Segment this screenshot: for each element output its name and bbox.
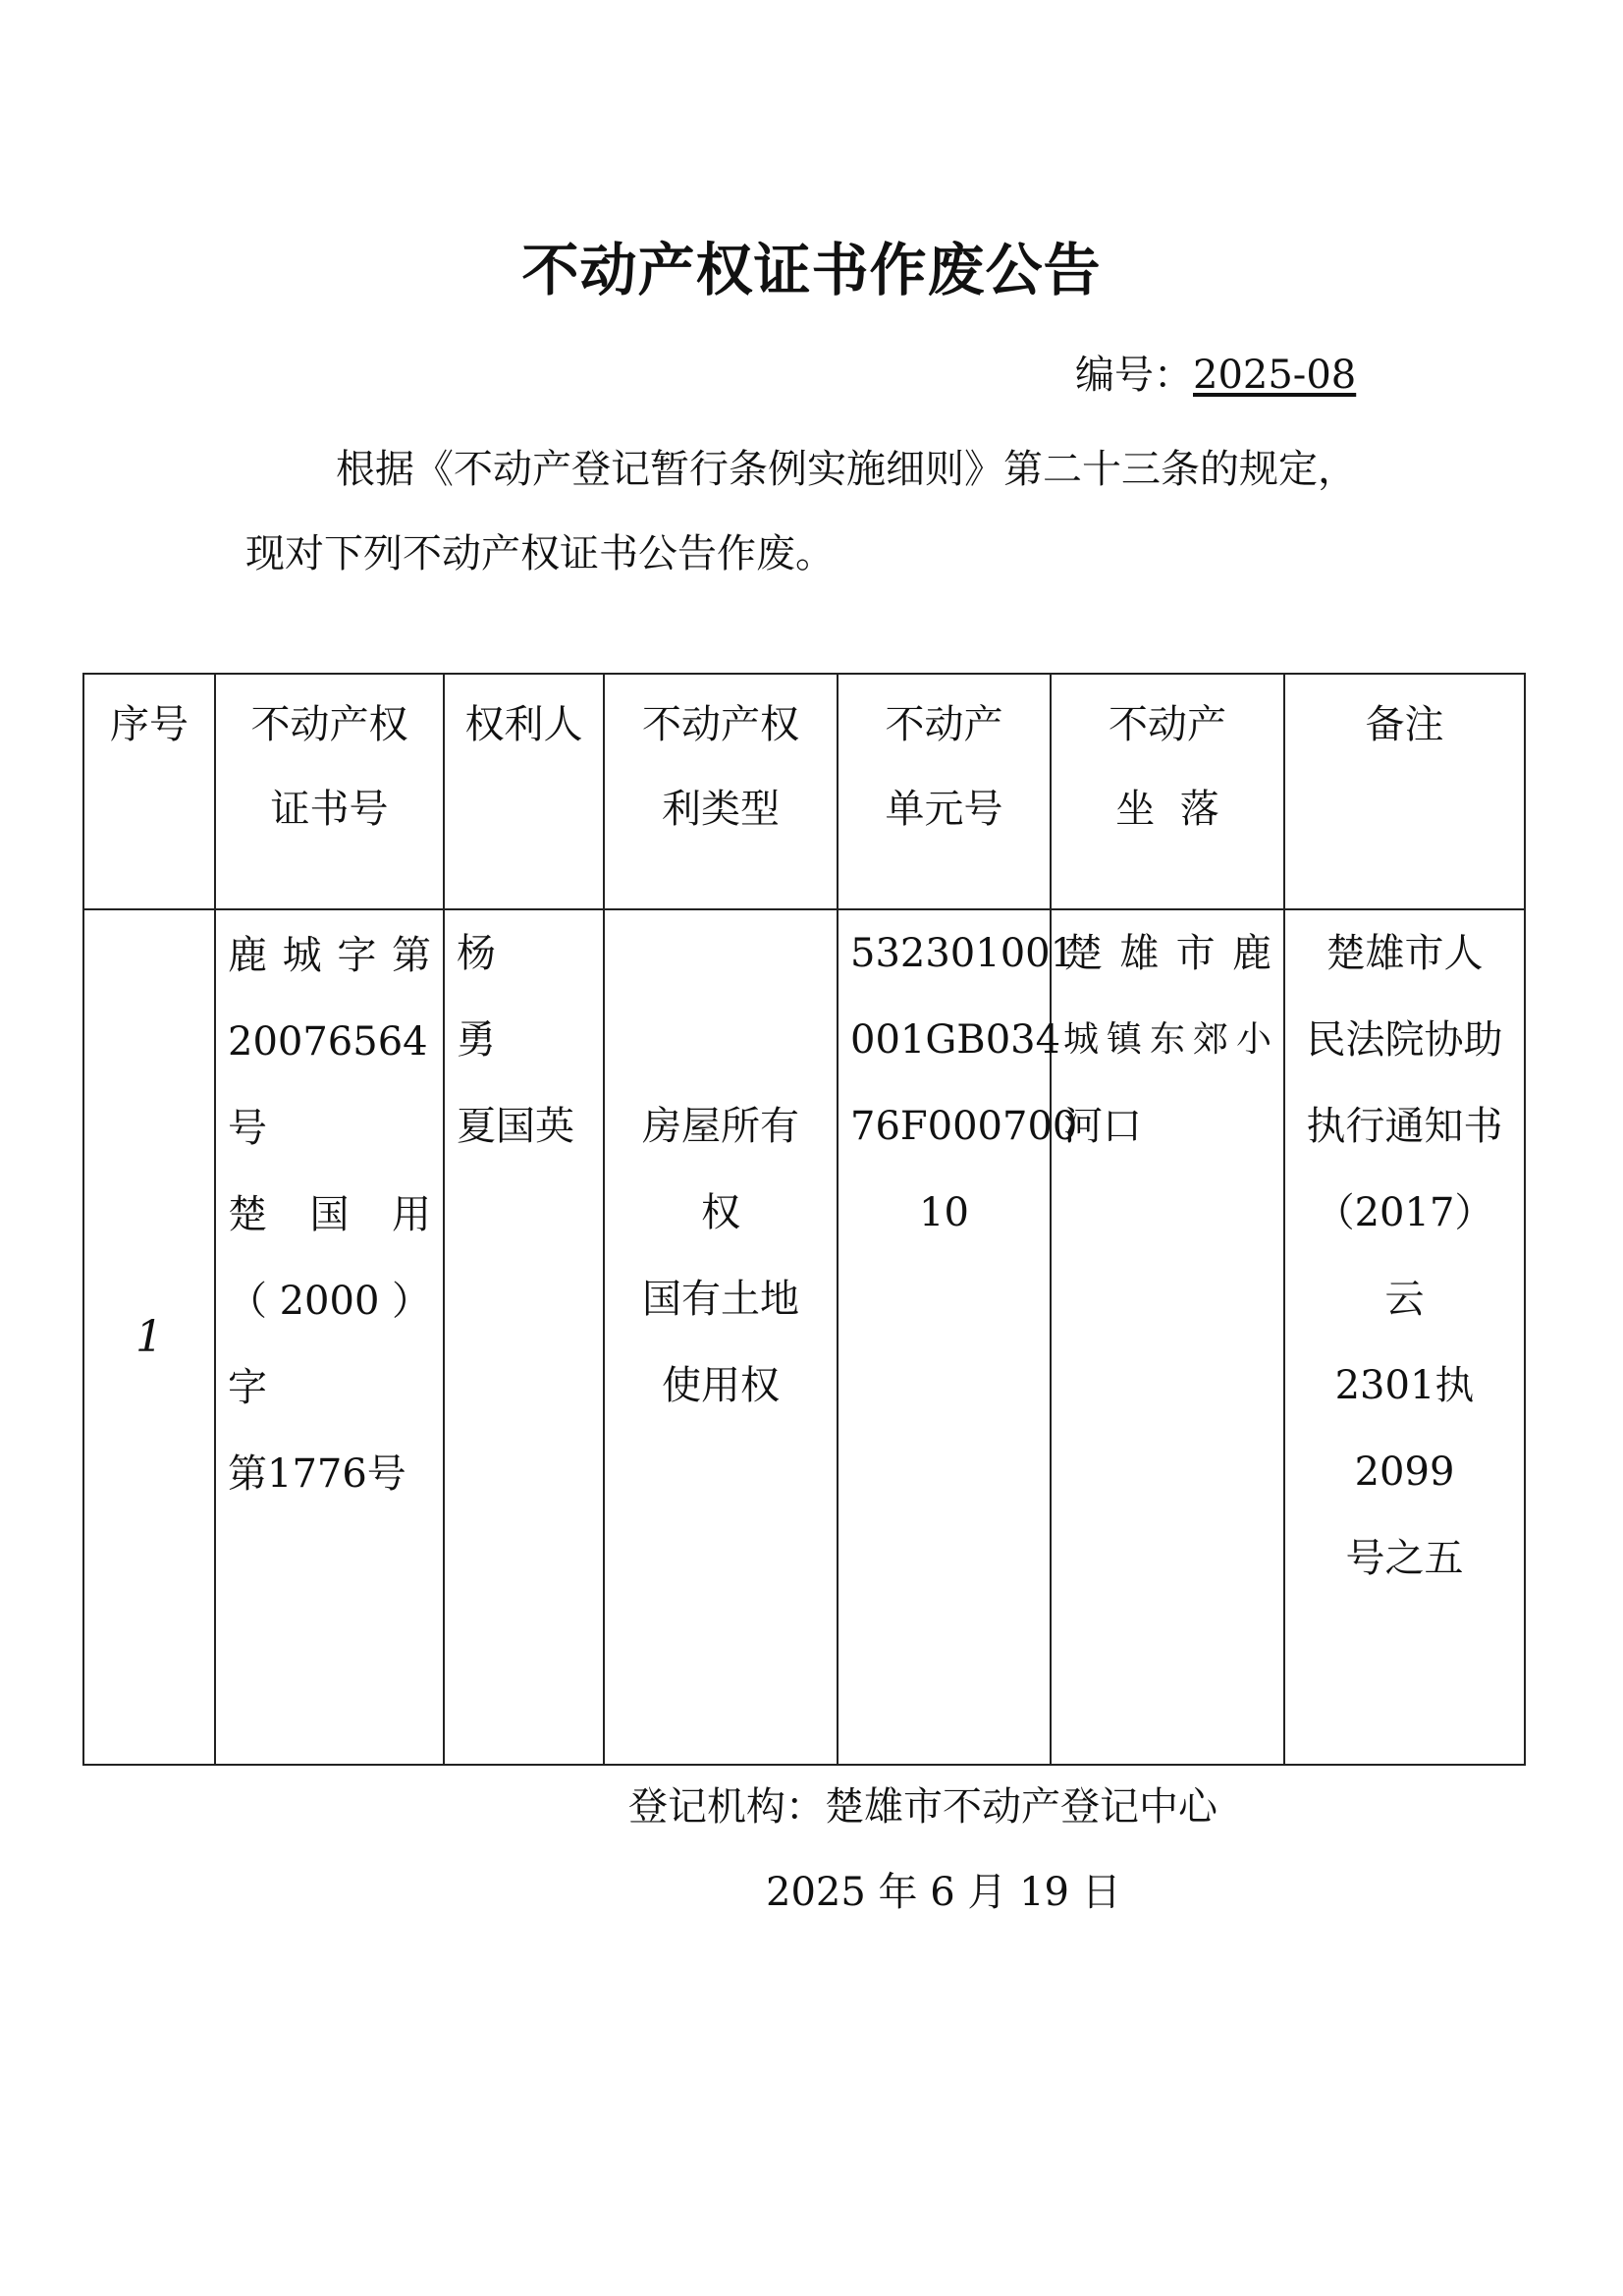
header-remark: 备注 — [1284, 674, 1525, 909]
issue-date: 2025 年 6 月 19 日 — [766, 1870, 1121, 1915]
header-right-holder: 权利人 — [444, 674, 604, 909]
page-title: 不动产权证书作废公告 — [521, 237, 1102, 303]
certificate-table — [82, 673, 1526, 1766]
row-serial: 1 — [83, 909, 215, 1765]
cert-number-cell: 鹿城字第 20076564号 楚国用 （2000）字 第1776号 — [215, 909, 444, 1765]
right-holder-cell: 杨 勇 夏国英 — [444, 909, 604, 1765]
document-number-value: 2025-08 — [1193, 353, 1357, 398]
intro-paragraph: 根据《不动产登记暂行条例实施细则》第二十三条的规定，现对下列不动产权证书公告作废。 — [245, 447, 1357, 576]
document-number — [1075, 344, 1356, 400]
registration-agency: 登记机构：楚雄市不动产登记中心 — [628, 1784, 1217, 1830]
table-row — [83, 909, 1525, 1765]
location-cell: 楚雄市鹿 城镇东郊小 河口 — [1051, 909, 1284, 1765]
table-header-row — [83, 674, 1525, 909]
document-number-label: 编号： — [1075, 353, 1193, 398]
unit-number-cell: 532301001 001GB034 76F000700 10 — [838, 909, 1051, 1765]
right-type-cell: 房屋所有 权 国有土地 使用权 — [604, 909, 838, 1765]
header-serial: 序号 — [83, 674, 215, 909]
header-right-type: 不动产权 利类型 — [604, 674, 838, 909]
header-location: 不动产 坐 落 — [1051, 674, 1284, 909]
header-unit-number: 不动产 单元号 — [838, 674, 1051, 909]
remark-cell: 楚雄市人 民法院协助 执行通知书 （2017）云 2301执2099 号之五 — [1284, 909, 1525, 1765]
header-cert-number: 不动产权 证书号 — [215, 674, 444, 909]
